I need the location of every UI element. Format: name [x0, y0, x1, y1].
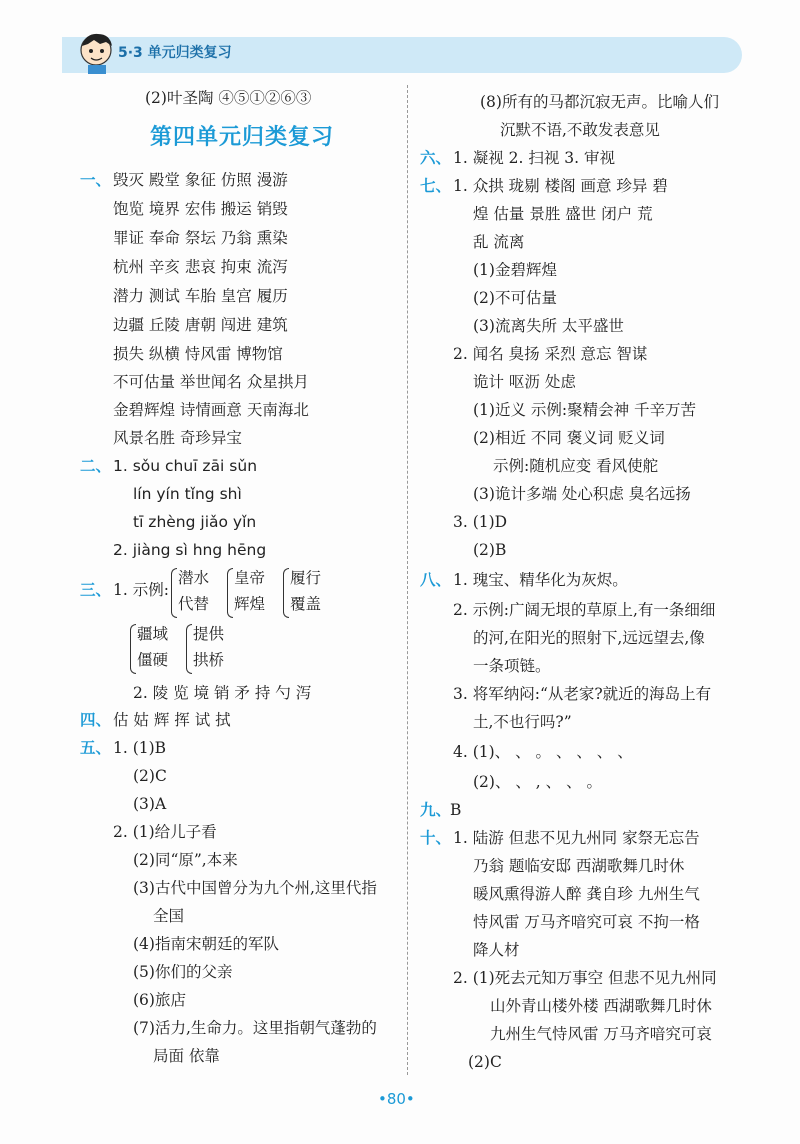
qi-row: (3)诡计多端 处心积虑 臭名远扬: [473, 485, 691, 503]
qi-row: 乱 流离: [473, 233, 525, 251]
label-ba: 八、: [420, 571, 452, 589]
wu-row: (4)指南宋朝廷的军队: [133, 935, 279, 953]
yi-row: 饱览 境界 宏伟 搬运 销毁: [113, 200, 288, 218]
wu-row: 1. (1)B: [113, 739, 167, 757]
brace-bracket: [171, 568, 177, 618]
wu-row: (3)A: [133, 795, 167, 813]
yi-row: 金碧辉煌 诗情画意 天南海北: [113, 401, 309, 419]
san-line2: 2. 陵 览 境 销 矛 持 勺 泻: [133, 684, 312, 702]
shi-row: 暖风熏得游人醉 龚自珍 九州生气: [473, 885, 700, 903]
qi-row: (1)金碧辉煌: [473, 261, 557, 279]
ba-row: 1. 瑰宝、精华化为灰烬。: [453, 571, 628, 589]
qi-row: (1)近义 示例:聚精会神 千辛万苦: [473, 401, 697, 419]
qi-row: 3. (1)D: [453, 513, 508, 531]
brace-word: 履行: [290, 569, 322, 587]
wu-row: 全国: [153, 907, 185, 925]
ba-row: 的河,在阳光的照射下,远远望去,像: [473, 629, 705, 647]
shi-row: 降人材: [473, 941, 520, 959]
ba-row: 土,不也行吗?”: [473, 713, 572, 731]
er-row: tī zhèng jiǎo yǐn: [133, 513, 257, 531]
qi-row: (2)B: [473, 541, 507, 559]
brace-word: 提供: [193, 625, 225, 643]
qi-row: 诡计 呕沥 处虑: [473, 373, 576, 391]
wu-row: (2)同“原”,本来: [133, 851, 238, 869]
label-yi: 一、: [80, 171, 112, 189]
brace-word: 疆域: [137, 625, 169, 643]
qi-row: (2)不可估量: [473, 289, 557, 307]
brace-bracket: [130, 624, 136, 674]
qi-row: 示例:随机应变 看风使舵: [493, 457, 659, 475]
column-divider: [407, 85, 408, 1075]
label-si: 四、: [80, 711, 112, 729]
wu-row: (2)C: [133, 767, 167, 785]
qi-row: 2. 闻名 臭扬 采烈 意忘 智谋: [453, 345, 648, 363]
yi-row: 毁灭 殿堂 象征 仿照 漫游: [113, 171, 288, 189]
san-prefix: 1. 示例:: [113, 581, 169, 599]
label-liu: 六、: [420, 149, 452, 167]
wu-row: (6)旅店: [133, 991, 186, 1009]
shi-row: 山外青山楼外楼 西湖歌舞几时休: [490, 997, 712, 1015]
label-shi: 十、: [420, 829, 452, 847]
right-cont-row: (8)所有的马都沉寂无声。比喻人们: [480, 93, 719, 111]
label-er: 二、: [80, 457, 112, 475]
shi-row: 九州生气恃风雷 万马齐喑究可哀: [490, 1025, 712, 1043]
jiu-text: B: [450, 801, 462, 819]
brace-word: 皇帝: [234, 569, 266, 587]
shi-row: 2. (1)死去元知万事空 但悲不见九州同: [453, 969, 717, 987]
qi-row: (2)相近 不同 褒义词 贬义词: [473, 429, 665, 447]
shi-row: 乃翁 题临安邸 西湖歌舞几时休: [473, 857, 685, 875]
er-row: lín yín tǐng shì: [133, 485, 242, 503]
page-number: •80•: [378, 1090, 415, 1108]
ba-row: (2)、 、 , 、 、 。: [473, 773, 603, 791]
top-answer-line: (2)叶圣陶 ④⑤①②⑥③: [145, 89, 312, 107]
brace-word: 拱桥: [193, 651, 225, 669]
wu-row: 2. (1)给儿子看: [113, 823, 217, 841]
ba-row: 3. 将军纳闷:“从老家?就近的海岛上有: [453, 685, 712, 703]
header-title: 5·3 单元归类复习: [118, 45, 232, 61]
shi-row: 恃风雷 万马齐喑究可哀 不拘一格: [473, 913, 700, 931]
brace-word: 覆盖: [290, 595, 322, 613]
student-mascot-icon: [76, 30, 118, 74]
brace-word: 潜水: [178, 569, 210, 587]
shi-row: (2)C: [468, 1053, 502, 1071]
wu-row: (7)活力,生命力。这里指朝气蓬勃的: [133, 1019, 377, 1037]
qi-row: 1. 众拱 珑剔 楼阁 画意 珍异 碧: [453, 177, 668, 195]
brace-word: 辉煌: [234, 595, 266, 613]
label-qi: 七、: [420, 177, 452, 195]
yi-row: 杭州 辛亥 悲哀 拘束 流泻: [113, 258, 288, 276]
brace-word: 代替: [178, 595, 210, 613]
label-wu: 五、: [80, 739, 112, 757]
er-row: 2. jiàng sì hng hēng: [113, 541, 267, 559]
si-text: 估 姑 辉 挥 试 拭: [113, 711, 231, 729]
liu-text: 1. 凝视 2. 扫视 3. 审视: [453, 149, 616, 167]
wu-row: 局面 依靠: [153, 1047, 220, 1065]
ba-row: 一条项链。: [473, 657, 551, 675]
wu-row: (3)古代中国曾分为九个州,这里代指: [133, 879, 377, 897]
brace-bracket: [227, 568, 233, 618]
yi-row: 风景名胜 奇珍异宝: [113, 429, 242, 447]
yi-row: 潜力 测试 车胎 皇宫 履历: [113, 287, 288, 305]
qi-row: (3)流离失所 太平盛世: [473, 317, 624, 335]
yi-row: 罪证 奉命 祭坛 乃翁 熏染: [113, 229, 288, 247]
er-row: 1. sǒu chuī zāi sǔn: [113, 457, 258, 475]
qi-row: 煌 估量 景胜 盛世 闭户 荒: [473, 205, 653, 223]
wu-row: (5)你们的父亲: [133, 963, 233, 981]
label-san: 三、: [80, 581, 112, 599]
label-jiu: 九、: [420, 801, 452, 819]
brace-bracket: [283, 568, 289, 618]
yi-row: 损失 纵横 恃风雷 博物馆: [113, 345, 283, 363]
ba-row: 4. (1)、 、 。 、 、 、 、: [453, 743, 633, 761]
ba-row: 2. 示例:广阔无垠的草原上,有一条细细: [453, 601, 716, 619]
yi-row: 不可估量 举世闻名 众星拱月: [113, 373, 309, 391]
brace-word: 僵硬: [137, 651, 169, 669]
brace-bracket: [186, 624, 192, 674]
shi-row: 1. 陆游 但悲不见九州同 家祭无忘告: [453, 829, 700, 847]
section-title: 第四单元归类复习: [150, 125, 335, 150]
right-cont-row: 沉默不语,不敢发表意见: [500, 121, 660, 139]
yi-row: 边疆 丘陵 唐朝 闯进 建筑: [113, 316, 288, 334]
